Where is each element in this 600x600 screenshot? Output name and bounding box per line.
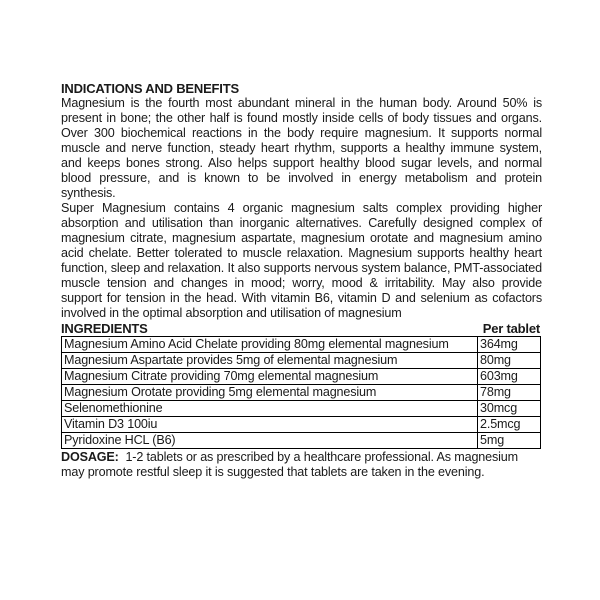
- ingredients-header: [61, 321, 542, 336]
- ingredient-name: Vitamin D3 100iu: [62, 417, 478, 433]
- ingredient-name: Magnesium Citrate providing 70mg elemental magnesium: [62, 369, 478, 385]
- ingredients-heading: INGREDIENTS: [61, 321, 148, 336]
- ingredient-amount: 364mg: [478, 337, 541, 353]
- table-row: [62, 337, 541, 353]
- indications-paragraph-1: Magnesium is the fourth most abundant mineral in the human body. Around 50% is present in bone; the other half is found mostly inside cells of body tissues and organs. Over 300 biochemical reactions in the body require magnesium. It supports normal muscle and nerve function, steady heart rhythm, supports a healthy immune system, and keeps bones strong. Also helps support healthy blood sugar levels, and normal blood pressure, and is known to be involved in energy metabolism and protein synthesis.: [61, 96, 542, 200]
- dosage-text: 1-2 tablets or as prescribed by a healthcare professional. As magnesium may promote restful sleep it is suggested that tablets are taken in the evening.: [61, 450, 519, 479]
- table-row: [62, 369, 541, 385]
- ingredient-name: Magnesium Amino Acid Chelate providing 80mg elemental magnesium: [62, 337, 478, 353]
- indications-heading: INDICATIONS AND BENEFITS: [61, 81, 239, 96]
- ingredient-name: Magnesium Orotate providing 5mg elemental magnesium: [62, 385, 478, 401]
- per-tablet-heading: Per tablet: [482, 321, 540, 336]
- table-row: [62, 433, 541, 449]
- ingredient-amount: 30mcg: [478, 401, 541, 417]
- ingredient-name: Pyridoxine HCL (B6): [62, 433, 478, 449]
- ingredient-name: Selenomethionine: [62, 401, 478, 417]
- ingredients-table: [61, 336, 541, 449]
- table-row: [62, 417, 541, 433]
- ingredient-amount: 78mg: [478, 385, 541, 401]
- ingredient-amount: 2.5mcg: [478, 417, 541, 433]
- dosage-paragraph: [61, 450, 542, 480]
- indications-paragraph-2: Super Magnesium contains 4 organic magnesium salts complex providing higher absorption and utilisation than inorganic alternatives. Carefully designed complex of magnesium citrate, magnesium aspartate, magnesium orotate and magnesium amino acid chelate. Better tolerated to muscle relaxation. Magnesium supports healthy heart function, sleep and relaxation. It also supports nervous system balance, PMT-associated muscle tension and changes in mood; worry, mood & irritability. May also provide support for tension in the head. With vitamin B6, vitamin D and selenium as cofactors involved in the optimal absorption and utilisation of magnesium: [61, 201, 542, 320]
- table-row: [62, 353, 541, 369]
- ingredient-name: Magnesium Aspartate provides 5mg of elemental magnesium: [62, 353, 478, 369]
- ingredient-amount: 80mg: [478, 353, 541, 369]
- dosage-label: DOSAGE:: [61, 450, 119, 464]
- ingredient-amount: 603mg: [478, 369, 541, 385]
- table-row: [62, 401, 541, 417]
- table-row: [62, 385, 541, 401]
- ingredient-amount: 5mg: [478, 433, 541, 449]
